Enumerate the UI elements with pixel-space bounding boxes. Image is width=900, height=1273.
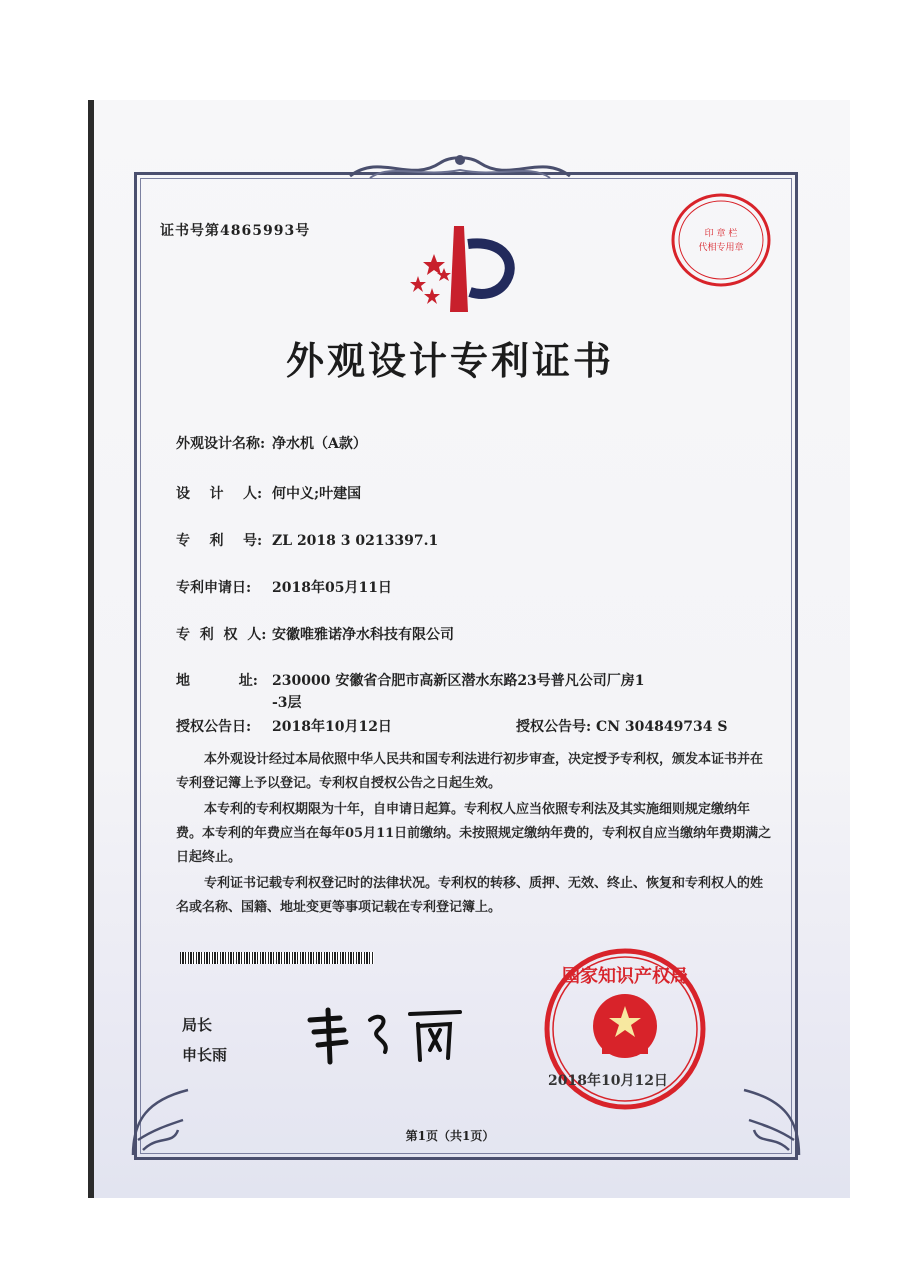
body-paragraph: 专利证书记载专利权登记时的法律状况。专利权的转移、质押、无效、终止、恢复和专利权人的姓名或名称、国籍、地址变更等事项记载在专利登记簿上。	[176, 876, 764, 915]
certificate-number: 证书号第4865993号	[160, 223, 311, 239]
grant-number	[516, 716, 728, 736]
svg-text:国家知识产权局: 国家知识产权局	[562, 966, 688, 987]
body-paragraph: 本外观设计经过本局依照中华人民共和国专利法进行初步审查，决定授予专利权，颁发本证书并在专利登记簿上予以登记。专利权自授权公告之日起生效。	[176, 752, 764, 791]
field-label: 专利申请日:	[176, 580, 252, 596]
certificate-title: 外观设计专利证书	[285, 338, 614, 383]
grant-number-value: CN 304849734 S	[596, 719, 728, 735]
field-application-date	[176, 577, 392, 597]
field-value: 净水机（A款）	[272, 436, 367, 452]
agency-stamp	[668, 190, 774, 290]
corner-ornament-right	[734, 1080, 804, 1160]
field-address	[176, 670, 645, 714]
page-footer: 第1页（共1页）	[405, 1129, 495, 1143]
signature-name: 申长雨	[182, 1046, 228, 1064]
top-ornament	[340, 148, 580, 188]
field-label: 设 计 人:	[176, 486, 263, 502]
field-patentee	[176, 624, 454, 644]
field-label: 专 利 权 人:	[176, 627, 267, 643]
field-value: 安徽唯雅诺净水科技有限公司	[272, 627, 454, 643]
signature-title: 局长	[182, 1016, 213, 1034]
seal-date: 2018年10月12日	[548, 1073, 668, 1089]
barcode	[180, 952, 374, 964]
field-designer	[176, 483, 361, 503]
field-value: 2018年05月11日	[272, 580, 392, 596]
field-value-line1: 230000 安徽省合肥市高新区潜水东路23号普凡公司厂房1	[272, 673, 645, 689]
body-paragraph: 本专利的专利权期限为十年，自申请日起算。专利权人应当依照专利法及其实施细则规定缴纳年费。本专利的年费应当在每年05月11日前缴纳。未按照规定缴纳年费的，专利权自应当缴纳年费期满之日起终止。	[176, 802, 772, 865]
handwritten-signature	[300, 1000, 500, 1070]
grant-date	[176, 716, 392, 736]
svg-text:印 章 栏: 印 章 栏	[704, 229, 738, 239]
field-design-name	[176, 433, 367, 453]
corner-ornament-left	[128, 1080, 198, 1160]
field-label: 专 利 号:	[176, 533, 263, 549]
field-label: 地 址:	[176, 673, 258, 689]
field-value: ZL 2018 3 0213397.1	[272, 533, 439, 549]
field-patent-number	[176, 530, 438, 550]
grant-date-value: 2018年10月12日	[272, 719, 392, 735]
patent-office-logo	[404, 224, 524, 316]
certificate-body	[176, 748, 772, 922]
grant-number-label: 授权公告号:	[516, 719, 592, 735]
field-value-line2: -3层	[272, 695, 302, 711]
field-value: 何中义;叶建国	[272, 486, 362, 502]
field-label: 外观设计名称:	[176, 436, 266, 452]
grant-date-label: 授权公告日:	[176, 719, 252, 735]
svg-text:代相专用章: 代相专用章	[698, 243, 744, 253]
